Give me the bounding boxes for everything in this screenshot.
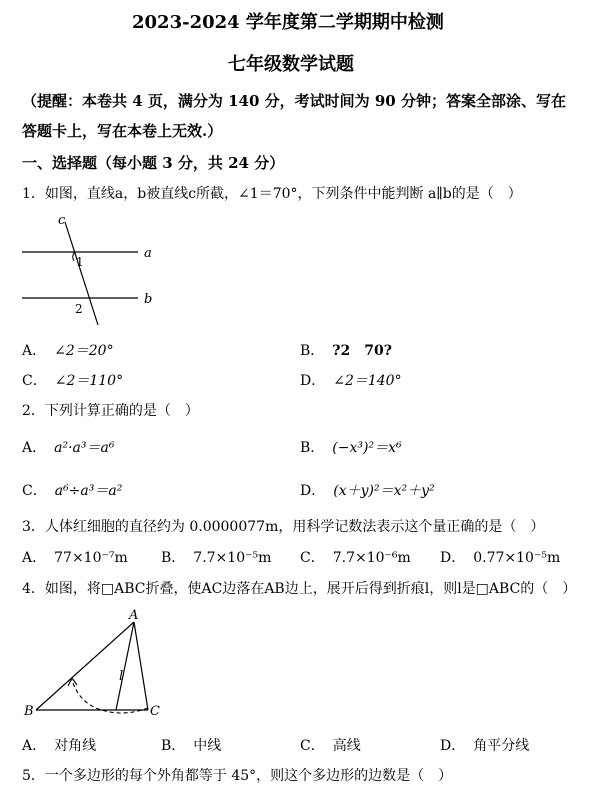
option-text: 0.77×10⁻⁵m	[473, 550, 561, 566]
option-label: D．	[440, 550, 466, 566]
page-title: 2023-2024 学年度第二学期期中检测	[132, 12, 444, 33]
question-1-figure	[16, 212, 166, 327]
question-2-stem: 2．下列计算正确的是（ ）	[22, 403, 199, 419]
label-a: a	[144, 246, 152, 261]
option-label: A．	[22, 550, 47, 566]
question-2-option-a	[22, 437, 114, 457]
option-text: 7.7×10⁻⁵m	[193, 550, 272, 566]
option-label: C．	[22, 373, 47, 389]
option-label: A．	[22, 440, 47, 456]
option-text: 中线	[193, 738, 222, 754]
question-5-stem: 5．一个多边形的每个外角都等于 45°，则这个多边形的边数是（ ）	[22, 768, 453, 784]
question-4-figure	[16, 608, 176, 723]
option-label: C．	[300, 738, 325, 754]
question-1-option-a	[22, 340, 114, 360]
option-text: ∠2＝110°	[54, 373, 124, 389]
question-4-option-d	[440, 735, 529, 755]
label-C: C	[150, 704, 160, 719]
option-text: ?2 70?	[332, 343, 392, 359]
question-3-option-a	[22, 547, 128, 567]
option-text: a⁶÷a³＝a²	[54, 483, 123, 499]
option-label: D．	[300, 483, 326, 499]
question-2-option-b	[300, 437, 402, 457]
option-text: a²·a³＝a⁶	[54, 440, 115, 456]
side-ac	[134, 622, 148, 710]
question-1-option-c	[22, 370, 123, 390]
option-text: 77×10⁻⁷m	[54, 550, 128, 566]
option-text: 对角线	[54, 738, 97, 754]
question-1-stem: 1．如图，直线a，b被直线c所截，∠1＝70°，下列条件中能判断 a∥b的是（ ）	[22, 186, 522, 202]
question-3-option-c	[300, 547, 411, 567]
option-label: C．	[300, 550, 325, 566]
option-label: A．	[22, 343, 47, 359]
option-label: D．	[440, 738, 466, 754]
label-B: B	[24, 704, 34, 719]
page-subtitle: 七年级数学试题	[228, 54, 354, 75]
option-label: B．	[300, 343, 325, 359]
option-text: (x＋y)²＝x²＋y²	[333, 483, 435, 499]
fold-arc	[72, 680, 148, 713]
question-3-option-b	[161, 547, 271, 567]
question-1-option-b	[300, 340, 392, 360]
label-l: l	[119, 669, 124, 684]
option-text: (−x³)²＝x⁶	[332, 440, 402, 456]
question-3-stem: 3．人体红细胞的直径约为 0.0000077m，用科学记数法表示这个量正确的是（ ）	[22, 519, 545, 535]
question-2-option-d	[300, 480, 435, 500]
option-text: ∠2＝20°	[54, 343, 114, 359]
option-label: A．	[22, 738, 47, 754]
question-4-option-a	[22, 735, 96, 755]
option-label: B．	[300, 440, 325, 456]
option-text: 高线	[332, 738, 361, 754]
fold-arrow-icon	[68, 678, 77, 686]
label-angle-1: 1	[76, 255, 84, 269]
question-4-option-b	[161, 735, 221, 755]
section-heading: 一、选择题（每小题 3 分，共 24 分）	[22, 154, 285, 172]
label-c: c	[58, 213, 66, 228]
question-2-option-c	[22, 480, 122, 500]
label-A: A	[129, 608, 139, 623]
option-label: D．	[300, 373, 326, 389]
question-3-option-d	[440, 547, 560, 567]
notice-line-2: 答题卡上，写在本卷上无效.）	[22, 122, 223, 140]
option-text: 角平分线	[473, 738, 530, 754]
question-4-option-c	[300, 735, 361, 755]
label-angle-2: 2	[75, 302, 83, 316]
option-text: 7.7×10⁻⁶m	[332, 550, 411, 566]
option-label: B．	[161, 738, 186, 754]
question-1-option-d	[300, 370, 402, 390]
label-b: b	[144, 292, 153, 307]
option-label: B．	[161, 550, 186, 566]
option-label: C．	[22, 483, 47, 499]
notice-line-1: （提醒：本卷共 4 页，满分为 140 分，考试时间为 90 分钟；答案全部涂、写在	[22, 92, 566, 110]
option-text: ∠2＝140°	[333, 373, 402, 389]
question-4-stem: 4．如图，将□ABC折叠，使AC边落在AB边上，展开后得到折痕l，则l是□ABC的（ ）	[22, 581, 577, 597]
